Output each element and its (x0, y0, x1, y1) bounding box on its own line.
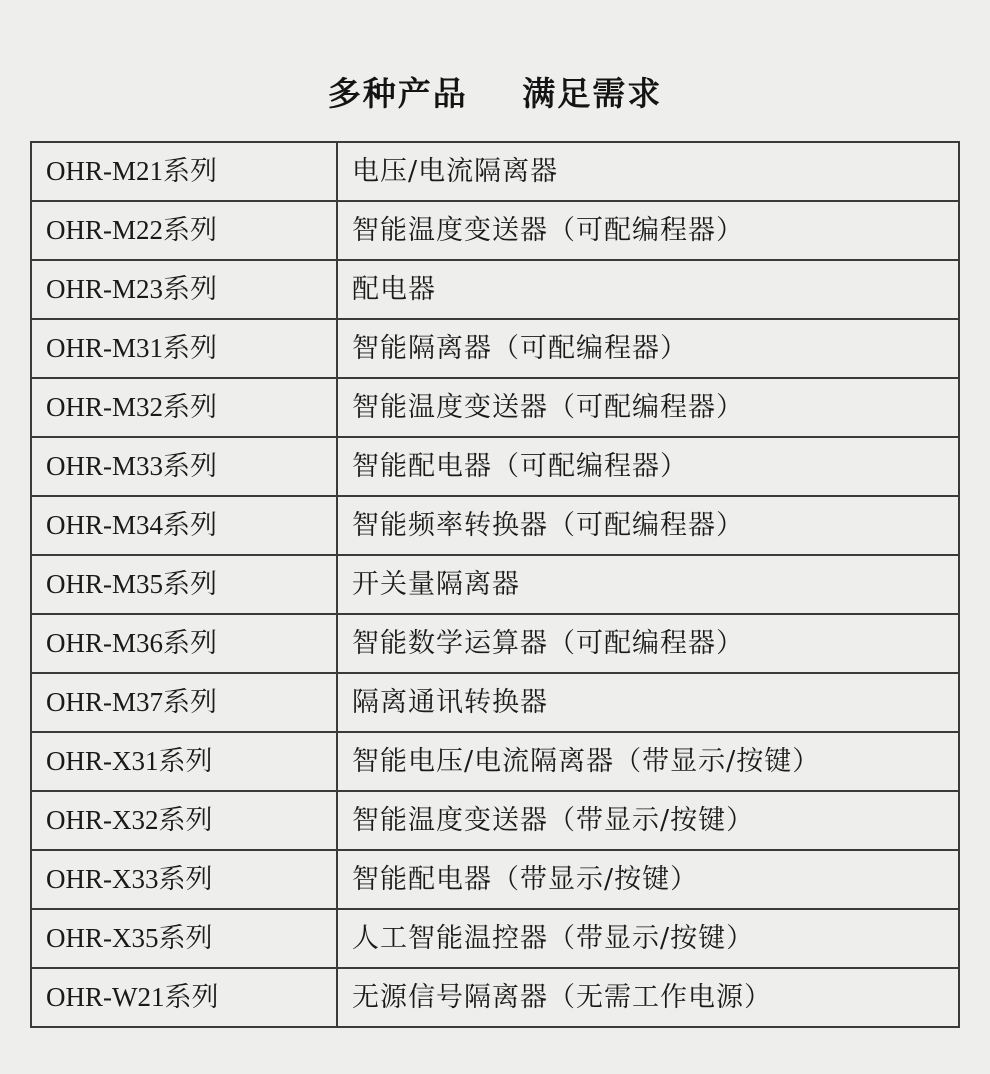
product-code: OHR-M36系列 (31, 614, 337, 673)
product-description: 配电器 (337, 260, 959, 319)
product-code: OHR-M23系列 (31, 260, 337, 319)
product-description: 智能温度变送器（带显示/按键） (337, 791, 959, 850)
product-code: OHR-X35系列 (31, 909, 337, 968)
product-table-wrapper (30, 141, 960, 1028)
product-description: 智能电压/电流隔离器（带显示/按键） (337, 732, 959, 791)
table-row (31, 319, 959, 378)
product-description: 开关量隔离器 (337, 555, 959, 614)
product-table (30, 141, 960, 1028)
table-row (31, 142, 959, 201)
table-row (31, 437, 959, 496)
table-row (31, 968, 959, 1027)
product-description: 智能配电器（可配编程器） (337, 437, 959, 496)
page-title-right: 满足需求 (522, 77, 663, 113)
product-code: OHR-W21系列 (31, 968, 337, 1027)
product-description: 隔离通讯转换器 (337, 673, 959, 732)
table-row (31, 201, 959, 260)
product-code: OHR-X32系列 (31, 791, 337, 850)
product-code: OHR-X31系列 (31, 732, 337, 791)
table-row (31, 673, 959, 732)
product-description: 智能温度变送器（可配编程器） (337, 201, 959, 260)
product-description: 智能温度变送器（可配编程器） (337, 378, 959, 437)
table-row (31, 909, 959, 968)
page-title-left: 多种产品 (327, 77, 468, 113)
product-description: 智能频率转换器（可配编程器） (337, 496, 959, 555)
page-title (0, 0, 990, 115)
product-table-body (31, 142, 959, 1027)
product-code: OHR-X33系列 (31, 850, 337, 909)
product-code: OHR-M33系列 (31, 437, 337, 496)
product-code: OHR-M35系列 (31, 555, 337, 614)
product-code: OHR-M34系列 (31, 496, 337, 555)
table-row (31, 555, 959, 614)
table-row (31, 260, 959, 319)
product-description: 智能隔离器（可配编程器） (337, 319, 959, 378)
product-code: OHR-M32系列 (31, 378, 337, 437)
product-code: OHR-M37系列 (31, 673, 337, 732)
table-row (31, 791, 959, 850)
table-row (31, 614, 959, 673)
product-code: OHR-M31系列 (31, 319, 337, 378)
product-description: 智能配电器（带显示/按键） (337, 850, 959, 909)
product-description: 人工智能温控器（带显示/按键） (337, 909, 959, 968)
table-row (31, 496, 959, 555)
table-row (31, 850, 959, 909)
product-code: OHR-M21系列 (31, 142, 337, 201)
product-description: 智能数学运算器（可配编程器） (337, 614, 959, 673)
product-description: 电压/电流隔离器 (337, 142, 959, 201)
table-row (31, 378, 959, 437)
product-description: 无源信号隔离器（无需工作电源） (337, 968, 959, 1027)
product-code: OHR-M22系列 (31, 201, 337, 260)
table-row (31, 732, 959, 791)
